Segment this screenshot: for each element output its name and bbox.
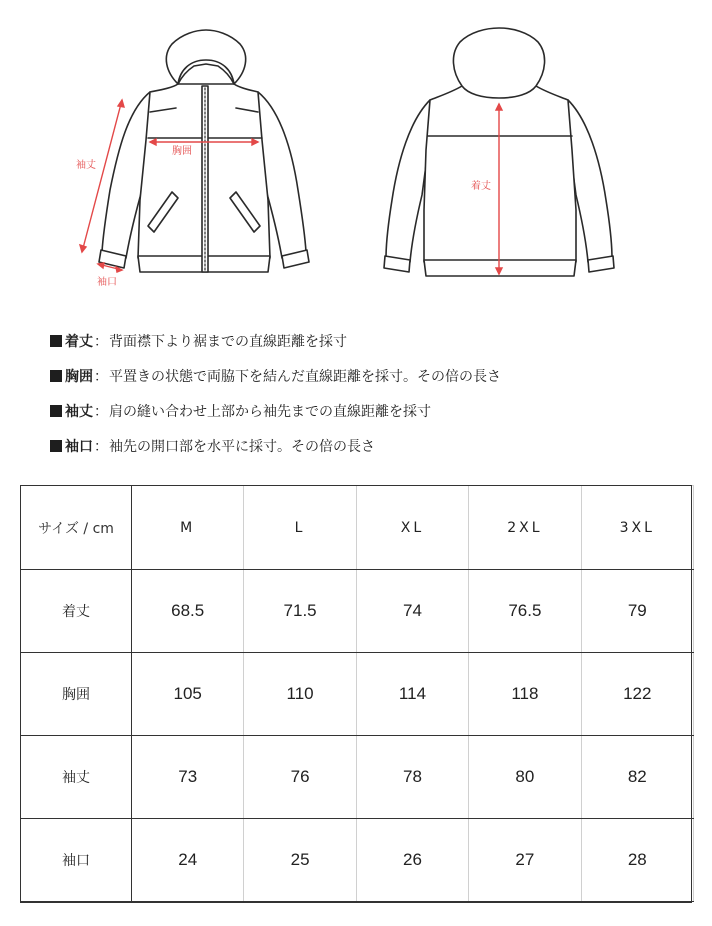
table-cell: 24 xyxy=(132,819,244,902)
measurement-notes xyxy=(50,323,690,463)
cuff-label: 袖口 xyxy=(97,277,117,288)
note-chest xyxy=(50,358,690,393)
note-separator: ： xyxy=(94,438,108,455)
square-bullet-icon xyxy=(50,335,62,347)
table-cell: 68.5 xyxy=(132,570,244,653)
row-label: 胸囲 xyxy=(21,653,132,736)
table-cell: 80 xyxy=(469,736,581,819)
table-cell: 79 xyxy=(581,570,693,653)
square-bullet-icon xyxy=(50,370,62,382)
note-description: 袖先の開口部を水平に採寸。その倍の長さ xyxy=(109,438,375,455)
back-body xyxy=(424,86,576,262)
table-cell: 27 xyxy=(469,819,581,902)
table-cell: 25 xyxy=(244,819,356,902)
table-cell: 26 xyxy=(356,819,468,902)
chest-label: 胸囲 xyxy=(172,146,192,157)
note-sleeve xyxy=(50,393,690,428)
note-length xyxy=(50,323,690,358)
square-bullet-icon xyxy=(50,440,62,452)
table-cell: 122 xyxy=(581,653,693,736)
note-term: 胸囲 xyxy=(65,368,93,385)
size-header: 3XL xyxy=(581,486,693,570)
size-header: XL xyxy=(356,486,468,570)
back-hood xyxy=(453,28,544,98)
size-header: L xyxy=(244,486,356,570)
table-cell: 78 xyxy=(356,736,468,819)
table-cell: 73 xyxy=(132,736,244,819)
note-cuff xyxy=(50,428,690,463)
table-cell: 114 xyxy=(356,653,468,736)
note-separator: ： xyxy=(94,333,108,350)
row-label: 着丈 xyxy=(21,570,132,653)
table-row xyxy=(21,736,694,819)
table-cell: 118 xyxy=(469,653,581,736)
table-cell: 105 xyxy=(132,653,244,736)
table-row xyxy=(21,653,694,736)
table-cell: 28 xyxy=(581,819,693,902)
table-cell: 76 xyxy=(244,736,356,819)
note-description: 肩の縫い合わせ上部から袖先までの直線距離を採寸 xyxy=(109,403,431,420)
table-cell: 71.5 xyxy=(244,570,356,653)
table-row xyxy=(21,570,694,653)
table-cell: 74 xyxy=(356,570,468,653)
note-description: 平置きの状態で両脇下を結んだ直線距離を採寸。その倍の長さ xyxy=(109,368,501,385)
note-term: 袖口 xyxy=(65,438,93,455)
jacket-illustration xyxy=(0,0,712,300)
table-row xyxy=(21,819,694,902)
table-cell: 82 xyxy=(581,736,693,819)
note-term: 着丈 xyxy=(65,333,93,350)
corner-cell: サイズ / cm xyxy=(21,486,132,570)
table-header-row xyxy=(21,486,694,570)
note-separator: ： xyxy=(94,368,108,385)
note-term: 袖丈 xyxy=(65,403,93,420)
row-label: 袖口 xyxy=(21,819,132,902)
note-description: 背面襟下より裾までの直線距離を採寸 xyxy=(109,333,347,350)
table-cell: 76.5 xyxy=(469,570,581,653)
square-bullet-icon xyxy=(50,405,62,417)
size-chart-table xyxy=(20,485,694,902)
note-separator: ： xyxy=(94,403,108,420)
sleeve-label: 袖丈 xyxy=(76,160,96,171)
row-label: 袖丈 xyxy=(21,736,132,819)
size-header: 2XL xyxy=(469,486,581,570)
front-hood xyxy=(166,30,245,84)
length-label: 着丈 xyxy=(471,181,491,192)
table-cell: 110 xyxy=(244,653,356,736)
jacket-diagram xyxy=(0,0,712,300)
size-header: M xyxy=(132,486,244,570)
